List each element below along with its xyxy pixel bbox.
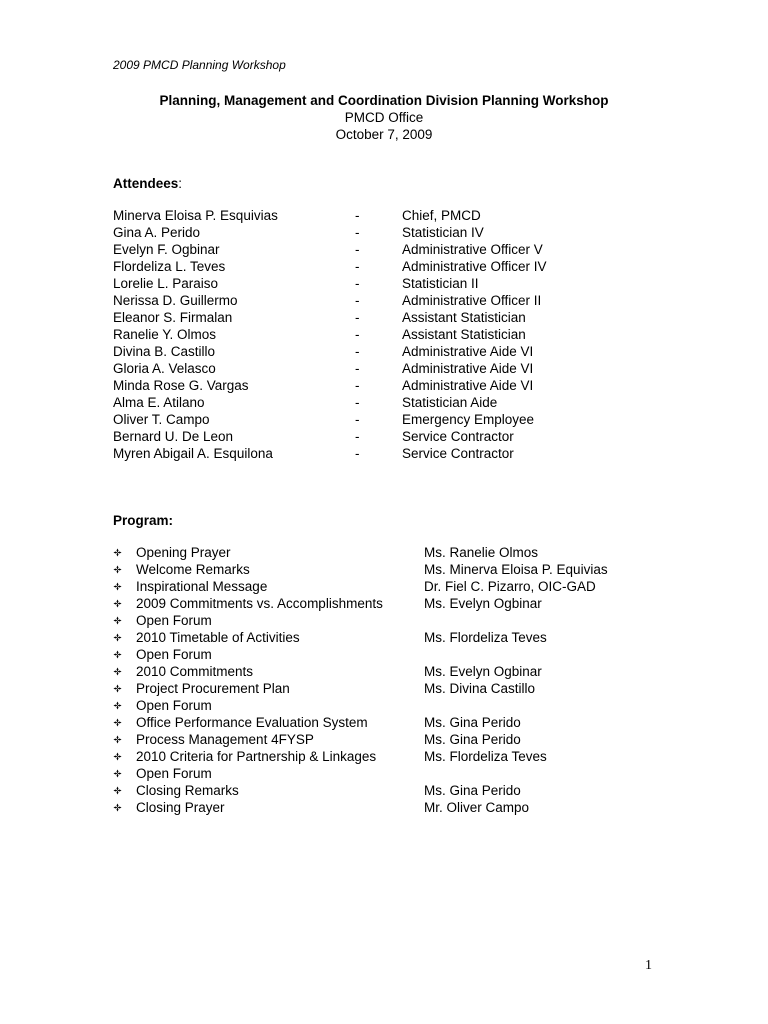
- program-item: 2010 Timetable of Activities: [136, 630, 300, 645]
- attendee-role: Emergency Employee: [402, 412, 535, 427]
- program-speaker: Ms. Minerva Eloisa P. Equivias: [424, 562, 608, 577]
- attendee-role: Administrative Aide VI: [402, 378, 534, 393]
- attendee-name: Evelyn F. Ogbinar: [113, 242, 220, 257]
- diamond-bullet-icon: [113, 718, 122, 727]
- program-item: Closing Prayer: [136, 800, 225, 815]
- diamond-bullet-icon: [113, 650, 122, 659]
- program-row: [113, 561, 673, 578]
- program-item: Open Forum: [136, 647, 212, 662]
- title-block: [0, 92, 768, 143]
- attendee-role: Administrative Officer V: [402, 242, 543, 257]
- attendee-name: Nerissa D. Guillermo: [113, 293, 238, 308]
- program-speaker: Ms. Flordeliza Teves: [424, 749, 547, 764]
- attendee-row: [113, 377, 633, 394]
- attendee-sep: -: [355, 293, 360, 308]
- program-item: Open Forum: [136, 766, 212, 781]
- date-line: October 7, 2009: [335, 127, 433, 142]
- diamond-bullet-icon: [113, 633, 122, 642]
- program-speaker: Ms. Gina Perido: [424, 715, 521, 730]
- program-item: Opening Prayer: [136, 545, 231, 560]
- attendee-row: [113, 224, 633, 241]
- diamond-bullet-icon: [113, 769, 122, 778]
- document-title: Planning, Management and Coordination Division Planning Workshop: [159, 93, 609, 108]
- program-speaker: Ms. Gina Perido: [424, 783, 521, 798]
- attendee-sep: -: [355, 446, 360, 461]
- attendee-name: Lorelie L. Paraiso: [113, 276, 219, 291]
- attendee-role: Administrative Officer IV: [402, 259, 547, 274]
- program-row: [113, 680, 673, 697]
- attendee-name: Alma E. Atilano: [113, 395, 205, 410]
- attendee-name: Eleanor S. Firmalan: [113, 310, 233, 325]
- attendee-sep: -: [355, 429, 360, 444]
- attendee-sep: -: [355, 310, 360, 325]
- attendee-sep: -: [355, 395, 360, 410]
- program-list: [113, 544, 673, 816]
- attendee-name: Minerva Eloisa P. Esquivias: [113, 208, 278, 223]
- diamond-bullet-icon: [113, 548, 122, 557]
- attendee-name: Gloria A. Velasco: [113, 361, 216, 376]
- attendee-role: Statistician Aide: [402, 395, 498, 410]
- program-row: [113, 731, 673, 748]
- program-item: Inspirational Message: [136, 579, 268, 594]
- program-item: 2010 Criteria for Partnership & Linkages: [136, 749, 377, 764]
- attendee-sep: -: [355, 412, 360, 427]
- attendee-row: [113, 275, 633, 292]
- attendee-role: Chief, PMCD: [402, 208, 481, 223]
- program-item: Office Performance Evaluation System: [136, 715, 368, 730]
- program-row: [113, 765, 673, 782]
- program-heading: Program:: [113, 513, 174, 528]
- attendee-row: [113, 258, 633, 275]
- attendee-role: Administrative Officer II: [402, 293, 542, 308]
- attendee-row: [113, 445, 633, 462]
- attendee-row: [113, 343, 633, 360]
- attendee-row: [113, 411, 633, 428]
- attendee-name: Oliver T. Campo: [113, 412, 210, 427]
- program-speaker: Ms. Ranelie Olmos: [424, 545, 539, 560]
- attendee-role: Service Contractor: [402, 446, 514, 461]
- attendee-role: Administrative Aide VI: [402, 361, 534, 376]
- program-row: [113, 629, 673, 646]
- attendee-name: Gina A. Perido: [113, 225, 201, 240]
- program-row: [113, 714, 673, 731]
- diamond-bullet-icon: [113, 565, 122, 574]
- attendee-name: Ranelie Y. Olmos: [113, 327, 217, 342]
- program-row: [113, 544, 673, 561]
- program-speaker: Ms. Evelyn Ogbinar: [424, 596, 542, 611]
- program-row: [113, 595, 673, 612]
- diamond-bullet-icon: [113, 735, 122, 744]
- attendee-name: Flordeliza L. Teves: [113, 259, 226, 274]
- attendee-sep: -: [355, 361, 360, 376]
- program-row: [113, 697, 673, 714]
- attendee-row: [113, 360, 633, 377]
- attendee-role: Service Contractor: [402, 429, 514, 444]
- diamond-bullet-icon: [113, 786, 122, 795]
- program-item: Open Forum: [136, 698, 212, 713]
- diamond-bullet-icon: [113, 684, 122, 693]
- diamond-bullet-icon: [113, 599, 122, 608]
- attendee-name: Divina B. Castillo: [113, 344, 216, 359]
- attendee-sep: -: [355, 259, 360, 274]
- attendee-sep: -: [355, 276, 360, 291]
- attendee-role: Assistant Statistician: [402, 310, 526, 325]
- attendee-row: [113, 292, 633, 309]
- attendee-row: [113, 207, 633, 224]
- diamond-bullet-icon: [113, 582, 122, 591]
- attendees-heading-label: Attendees: [113, 176, 179, 191]
- attendees-heading: [113, 176, 182, 191]
- program-speaker: Dr. Fiel C. Pizarro, OIC-GAD: [424, 579, 596, 594]
- program-item: Closing Remarks: [136, 783, 239, 798]
- attendee-sep: -: [355, 242, 360, 257]
- program-speaker: Ms. Gina Perido: [424, 732, 521, 747]
- program-row: [113, 612, 673, 629]
- program-row: [113, 646, 673, 663]
- attendee-role: Statistician IV: [402, 225, 484, 240]
- office-line: PMCD Office: [344, 110, 424, 125]
- program-speaker: Ms. Divina Castillo: [424, 681, 536, 696]
- program-row: [113, 748, 673, 765]
- page-number: 1: [645, 958, 652, 973]
- attendee-row: [113, 326, 633, 343]
- program-row: [113, 578, 673, 595]
- program-item: 2010 Commitments: [136, 664, 254, 679]
- attendee-name: Minda Rose G. Vargas: [113, 378, 249, 393]
- program-item: 2009 Commitments vs. Accomplishments: [136, 596, 383, 611]
- attendee-sep: -: [355, 327, 360, 342]
- attendee-row: [113, 428, 633, 445]
- program-item: Project Procurement Plan: [136, 681, 290, 696]
- attendee-role: Administrative Aide VI: [402, 344, 534, 359]
- attendee-name: Bernard U. De Leon: [113, 429, 234, 444]
- program-item: Process Management 4FYSP: [136, 732, 314, 747]
- program-row: [113, 663, 673, 680]
- attendee-role: Assistant Statistician: [402, 327, 526, 342]
- attendee-sep: -: [355, 225, 360, 240]
- diamond-bullet-icon: [113, 803, 122, 812]
- attendees-heading-colon: :: [178, 176, 183, 191]
- diamond-bullet-icon: [113, 616, 122, 625]
- diamond-bullet-icon: [113, 701, 122, 710]
- diamond-bullet-icon: [113, 667, 122, 676]
- attendee-sep: -: [355, 344, 360, 359]
- program-row: [113, 799, 673, 816]
- program-speaker: Mr. Oliver Campo: [424, 800, 530, 815]
- program-speaker: Ms. Evelyn Ogbinar: [424, 664, 542, 679]
- attendee-row: [113, 394, 633, 411]
- attendee-sep: -: [355, 208, 360, 223]
- attendee-sep: -: [355, 378, 360, 393]
- attendee-list: [113, 207, 633, 462]
- attendee-role: Statistician II: [402, 276, 479, 291]
- program-row: [113, 782, 673, 799]
- program-speaker: Ms. Flordeliza Teves: [424, 630, 547, 645]
- attendee-row: [113, 309, 633, 326]
- attendee-name: Myren Abigail A. Esquilona: [113, 446, 273, 461]
- header-note: 2009 PMCD Planning Workshop: [113, 58, 286, 72]
- diamond-bullet-icon: [113, 752, 122, 761]
- attendee-row: [113, 241, 633, 258]
- program-item: Open Forum: [136, 613, 212, 628]
- program-item: Welcome Remarks: [136, 562, 250, 577]
